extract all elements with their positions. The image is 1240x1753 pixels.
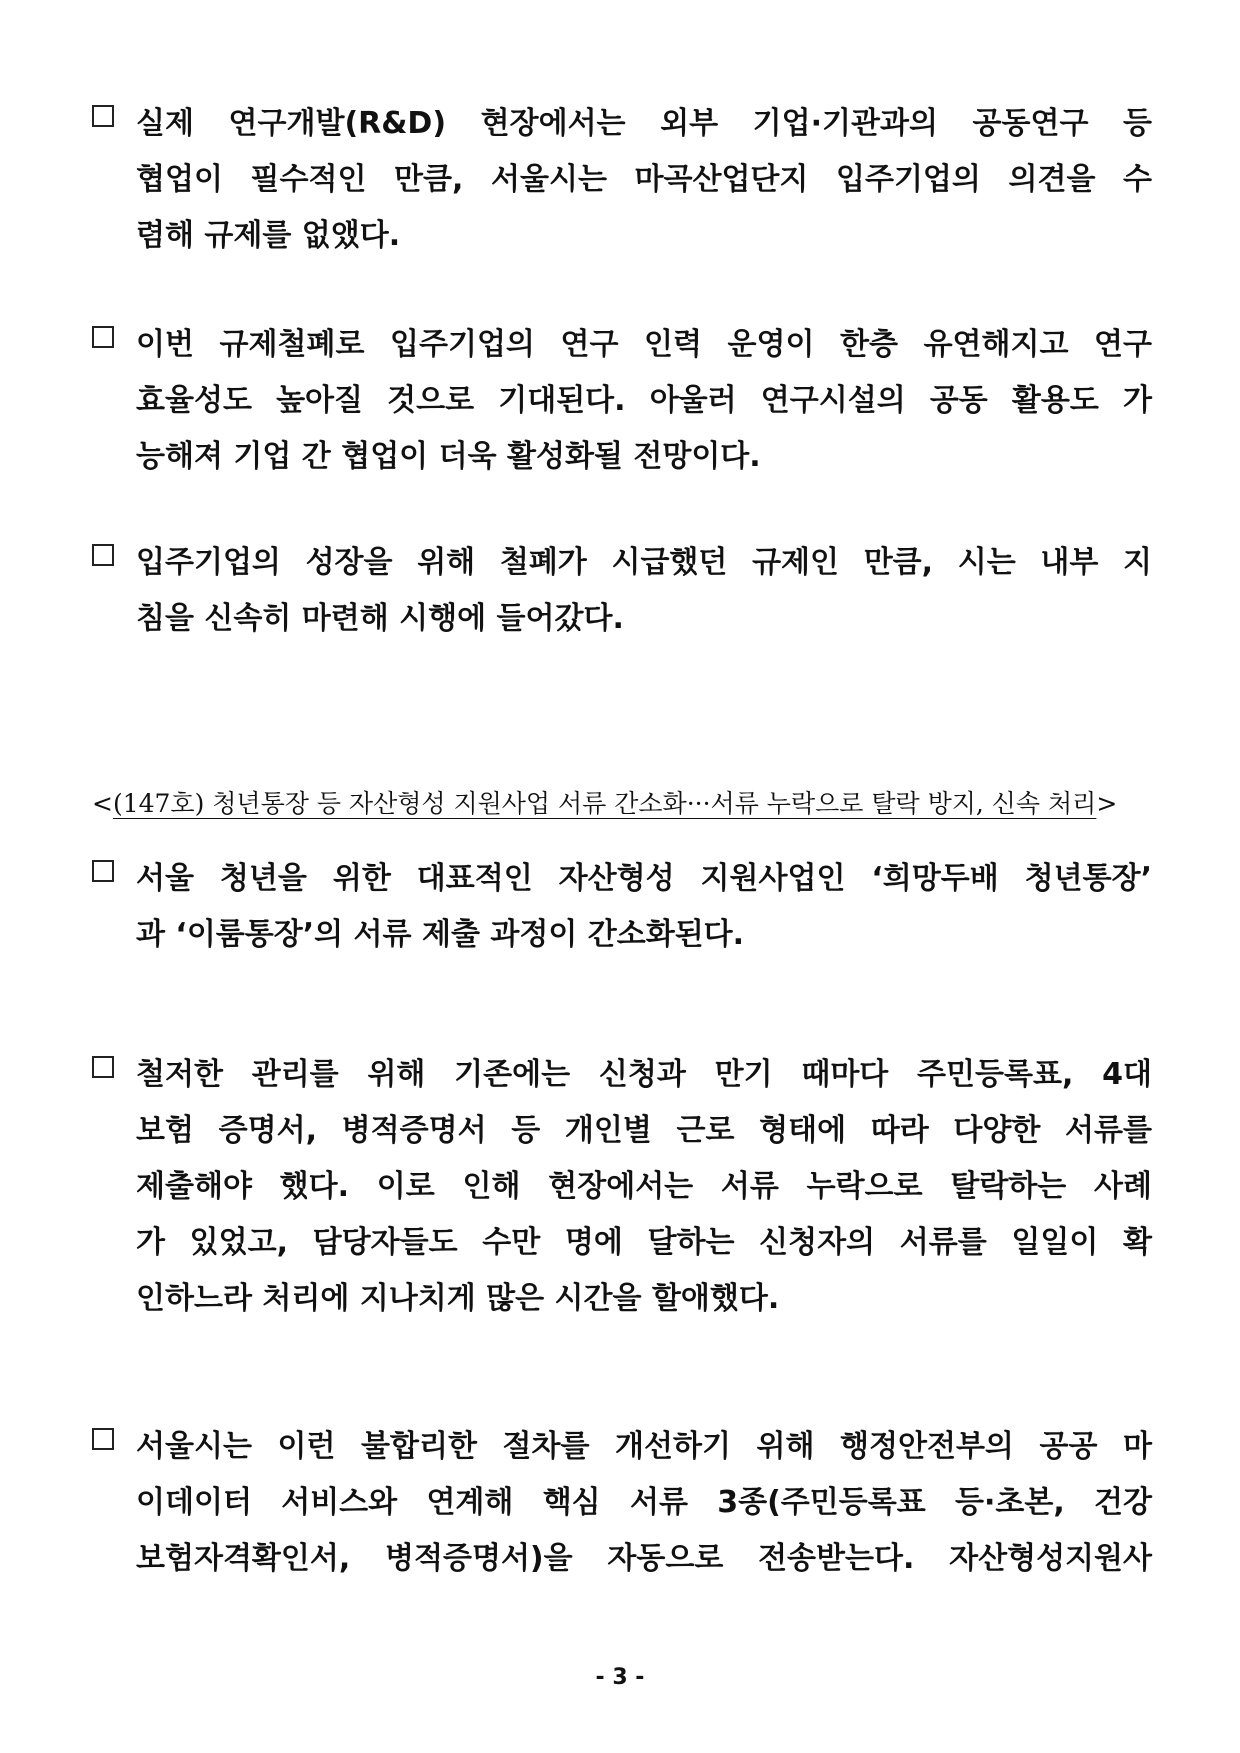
section-subtitle (92, 784, 1132, 820)
paragraph-line: 서울시는 이런 불합리한 절차를 개선하기 위해 행정안전부의 공공 마 (136, 1429, 1152, 1464)
checkbox-bullet (92, 105, 114, 127)
paragraph-line: 인하느라 처리에 지나치게 많은 시간을 할애했다. (136, 1281, 780, 1316)
paragraph-line: 이번 규제철폐로 입주기업의 연구 인력 운영이 한층 유연해지고 연구 (136, 327, 1152, 362)
paragraph-line: 능해져 기업 간 협업이 더욱 활성화될 전망이다. (136, 439, 761, 474)
checkbox-bullet (92, 1056, 114, 1078)
paragraph-line: 가 있었고, 담당자들도 수만 명에 달하는 신청자의 서류를 일일이 확 (136, 1225, 1152, 1260)
paragraph-line: 철저한 관리를 위해 기존에는 신청과 만기 때마다 주민등록표, 4대 (136, 1057, 1152, 1092)
checkbox-bullet (92, 544, 114, 566)
paragraph-line: 과 ‘이룸통장’의 서류 제출 과정이 간소화된다. (136, 917, 745, 952)
page-number: - 3 - (595, 1665, 645, 1690)
subtitle-close-bracket: > (1096, 789, 1118, 818)
subtitle-text: (147호) 청년통장 등 자산형성 지원사업 서류 간소화···서류 누락으로 탈락 방지, 신속 처리 (112, 789, 1097, 818)
paragraph-line: 침을 신속히 마련해 시행에 들어갔다. (136, 601, 624, 636)
subtitle-open-bracket: < (92, 789, 113, 818)
paragraph-line: 렴해 규제를 없앴다. (136, 218, 401, 253)
paragraph-line: 실제 연구개발(R&D) 현장에서는 외부 기업·기관과의 공동연구 등 (136, 106, 1152, 141)
paragraph-line: 이데이터 서비스와 연계해 핵심 서류 3종(주민등록표 등·초본, 건강 (136, 1485, 1152, 1520)
paragraph-line: 제출해야 했다. 이로 인해 현장에서는 서류 누락으로 탈락하는 사례 (136, 1169, 1152, 1204)
paragraph-line: 보험 증명서, 병적증명서 등 개인별 근로 형태에 따라 다양한 서류를 (136, 1113, 1152, 1148)
checkbox-bullet (92, 860, 114, 882)
paragraph-line: 보험자격확인서, 병적증명서)을 자동으로 전송받는다. 자산형성지원사 (136, 1541, 1152, 1576)
paragraph-line: 입주기업의 성장을 위해 철폐가 시급했던 규제인 만큼, 시는 내부 지 (136, 545, 1152, 580)
checkbox-bullet (92, 326, 114, 348)
paragraph-line: 효율성도 높아질 것으로 기대된다. 아울러 연구시설의 공동 활용도 가 (136, 383, 1152, 418)
paragraph-line: 서울 청년을 위한 대표적인 자산형성 지원사업인 ‘희망두배 청년통장’ (136, 861, 1152, 896)
paragraph-line: 협업이 필수적인 만큼, 서울시는 마곡산업단지 입주기업의 의견을 수 (136, 162, 1152, 197)
checkbox-bullet (92, 1428, 114, 1450)
